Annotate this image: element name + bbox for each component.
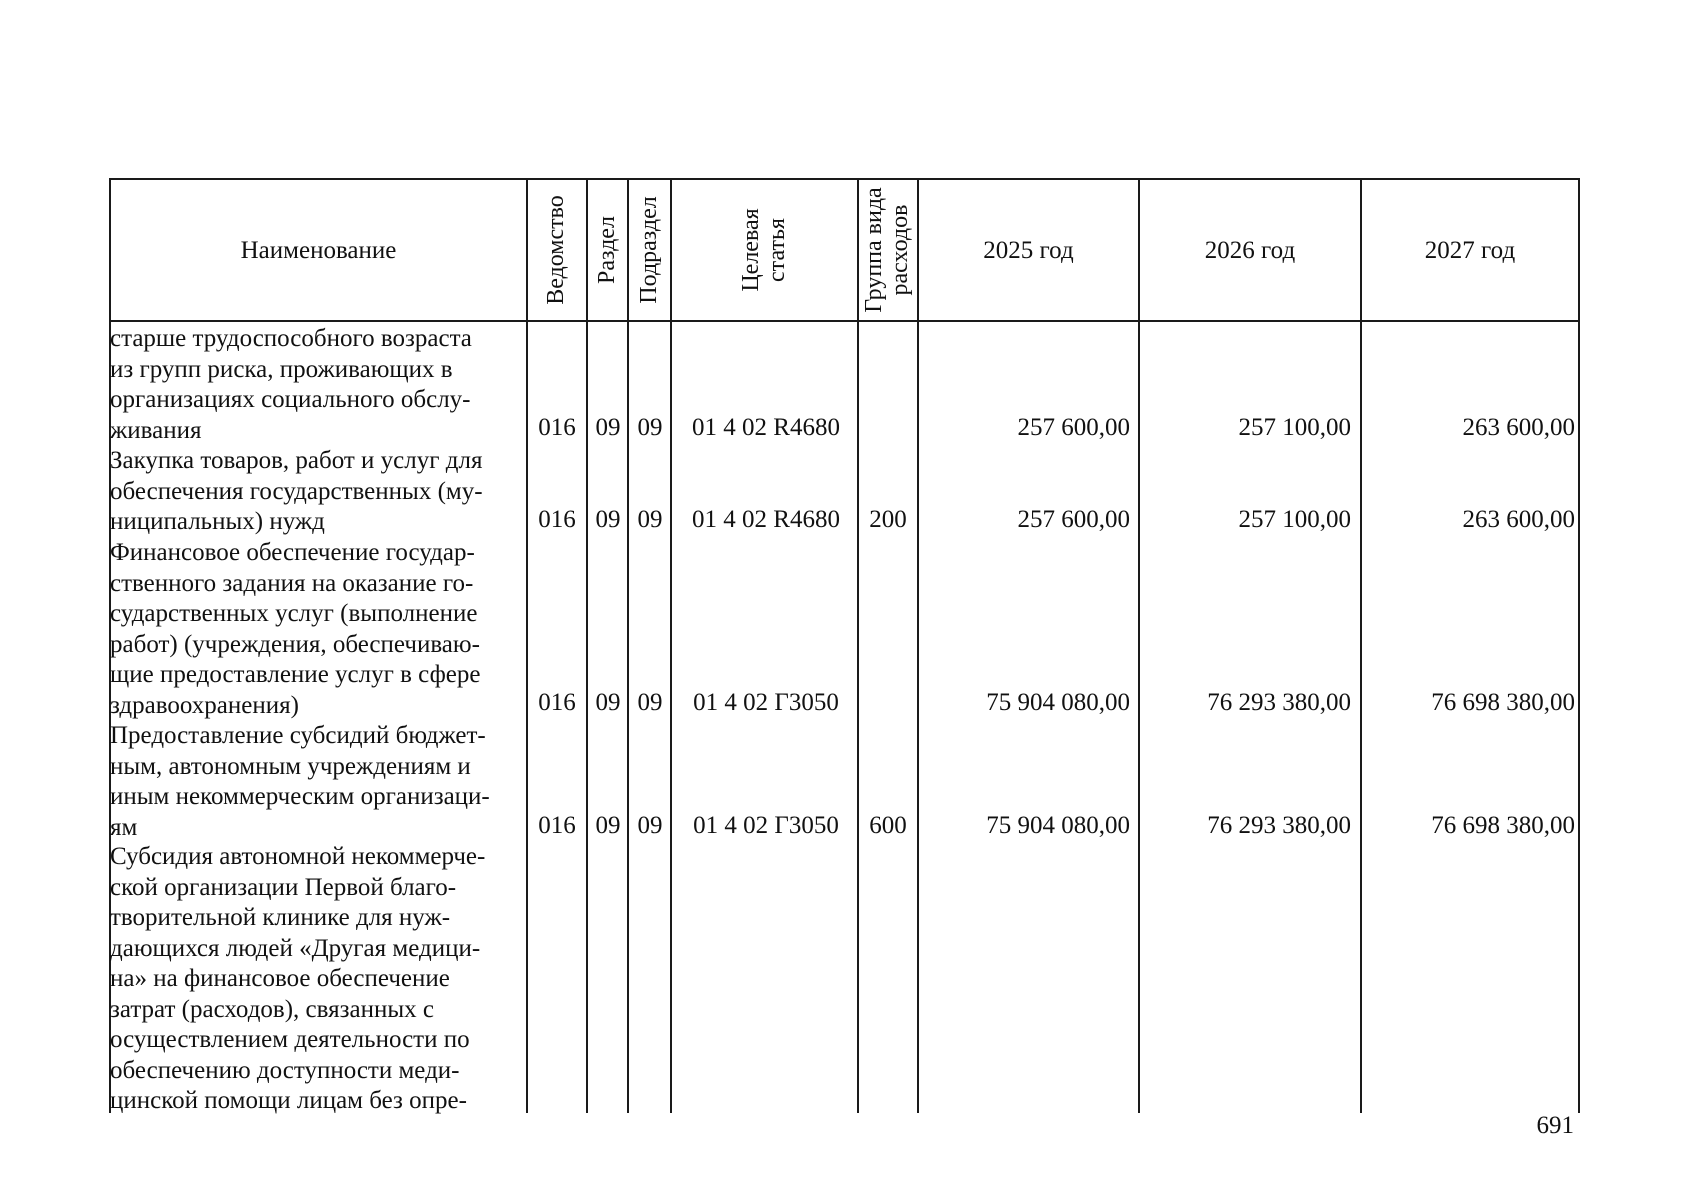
row-2-name: Закупка товаров, работ и услуг для обеспечения государственных (му- ниципальных) нужд xyxy=(110,447,483,535)
row-2-razdel: 09 xyxy=(595,506,621,533)
header-y2026: 2026 год xyxy=(1204,236,1296,264)
col-border-name xyxy=(526,178,528,1113)
row-3-podrazdel: 09 xyxy=(637,689,663,716)
row-1-y2025: 257 600,00 xyxy=(1017,414,1130,441)
col-border-right xyxy=(1578,178,1580,1113)
row-4-podrazdel: 09 xyxy=(637,812,663,839)
row-2-y2025: 257 600,00 xyxy=(1017,506,1130,533)
row-1-y2026: 257 100,00 xyxy=(1238,414,1351,441)
row-1-name: старше трудоспособного возраста из групп риска, проживающих в организациях социального обслу- живания xyxy=(110,325,472,444)
row-3-name: Финансовое обеспечение государ- ственного задания на оказание го- сударственных услуг (выполнение работ) (учреждения, обеспечиваю- щие предоставление услуг в сфере здравоохранения) xyxy=(110,539,481,719)
row-1-podrazdel: 09 xyxy=(637,414,663,441)
header-vedomstvo: Ведомство xyxy=(543,195,569,305)
row-5-name: Субсидия автономной некоммерче- ской организации Первой благо- творительной клинике для нуж- дающихся людей «Другая медици- на» на финансовое обеспечение затрат (расходов), связанных с осуществлением деятельности по обеспечению доступности меди- цинской помощи лицам без опре- xyxy=(110,843,486,1114)
row-4-y2027: 76 698 380,00 xyxy=(1431,812,1575,839)
row-4-name: Предоставление субсидий бюджет- ным, автономным учреждениям и иным некоммерческим организаци- ям xyxy=(110,722,490,841)
row-4-razdel: 09 xyxy=(595,812,621,839)
header-name: Наименование xyxy=(240,236,397,264)
row-3-y2027: 76 698 380,00 xyxy=(1431,689,1575,716)
row-2-celevaya: 01 4 02 R4680 xyxy=(692,506,840,533)
header-podrazdel: Подраздел xyxy=(636,196,662,304)
col-border-celevaya xyxy=(857,178,859,1113)
row-1-razdel: 09 xyxy=(595,414,621,441)
col-border-razdel xyxy=(627,178,629,1113)
header-y2027: 2027 год xyxy=(1424,236,1516,264)
row-2-gruppa: 200 xyxy=(869,506,907,533)
page-number: 691 xyxy=(1536,1112,1574,1139)
row-3-y2025: 75 904 080,00 xyxy=(986,689,1130,716)
row-3-celevaya: 01 4 02 Г3050 xyxy=(693,689,839,716)
row-4-y2026: 76 293 380,00 xyxy=(1207,812,1351,839)
header-razdel: Раздел xyxy=(594,216,620,284)
row-3-y2026: 76 293 380,00 xyxy=(1207,689,1351,716)
row-4-y2025: 75 904 080,00 xyxy=(986,812,1130,839)
row-4-vedomstvo: 016 xyxy=(538,812,576,839)
row-4-gruppa: 600 xyxy=(869,812,907,839)
row-1-celevaya: 01 4 02 R4680 xyxy=(692,414,840,441)
row-2-y2027: 263 600,00 xyxy=(1462,506,1575,533)
header-celevaya: Целевая статья xyxy=(738,208,790,292)
col-border-podrazdel xyxy=(670,178,672,1113)
row-1-y2027: 263 600,00 xyxy=(1462,414,1575,441)
col-border-ved xyxy=(586,178,588,1113)
header-bottom-border xyxy=(109,320,1579,322)
header-gruppa: Группа вида расходов xyxy=(861,187,913,313)
header-y2025: 2025 год xyxy=(983,236,1074,264)
row-3-vedomstvo: 016 xyxy=(538,689,576,716)
row-2-y2026: 257 100,00 xyxy=(1238,506,1351,533)
row-3-razdel: 09 xyxy=(595,689,621,716)
row-2-podrazdel: 09 xyxy=(637,506,663,533)
row-2-vedomstvo: 016 xyxy=(538,506,576,533)
row-1-vedomstvo: 016 xyxy=(538,414,576,441)
row-4-celevaya: 01 4 02 Г3050 xyxy=(693,812,839,839)
